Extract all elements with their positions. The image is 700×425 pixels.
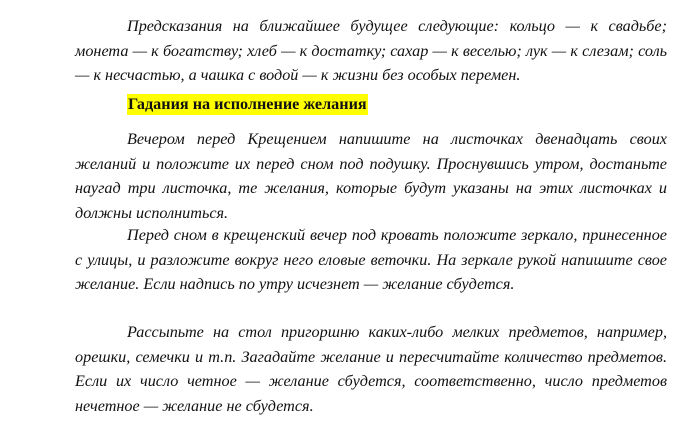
paragraph-mirror: Перед сном в крещенский вечер под кровать положите зеркало, принесенное с улицы, и разложите вокруг него еловые веточки. На зеркале рукой напишите свое желание. Если надпись по утру исчезнет — желание сбудется. [75,226,667,293]
paragraph-twelve-wishes: Вечером перед Крещением напишите на листочках двенадцать своих желаний и положите их перед сном под подушку. Проснувшись утром, достаньте наугад три листочка, те желания, которые будут указаны на этих листочках и должны исполниться. [75,130,667,222]
paragraph-predictions: Предсказания на ближайшее будущее следующие: кольцо — к свадьбе; монета — к богатству; хлеб — к достатку; сахар — к веселью; лук — к слезам; соль — к несчастью, а чашка с водой — к жизни без особых перемен. [75,17,667,84]
paragraph-count-objects: Рассыпьте на стол пригоршню каких-либо мелких предметов, например, орешки, семечки и т.п. Загадайте желание и пересчитайте количество предметов. Если их число четное — желание сбудется, соответственно, число предметов нечетное — желание не сбудется. [75,323,667,415]
section-heading-highlighted: Гадания на исполнение желания [128,95,367,113]
